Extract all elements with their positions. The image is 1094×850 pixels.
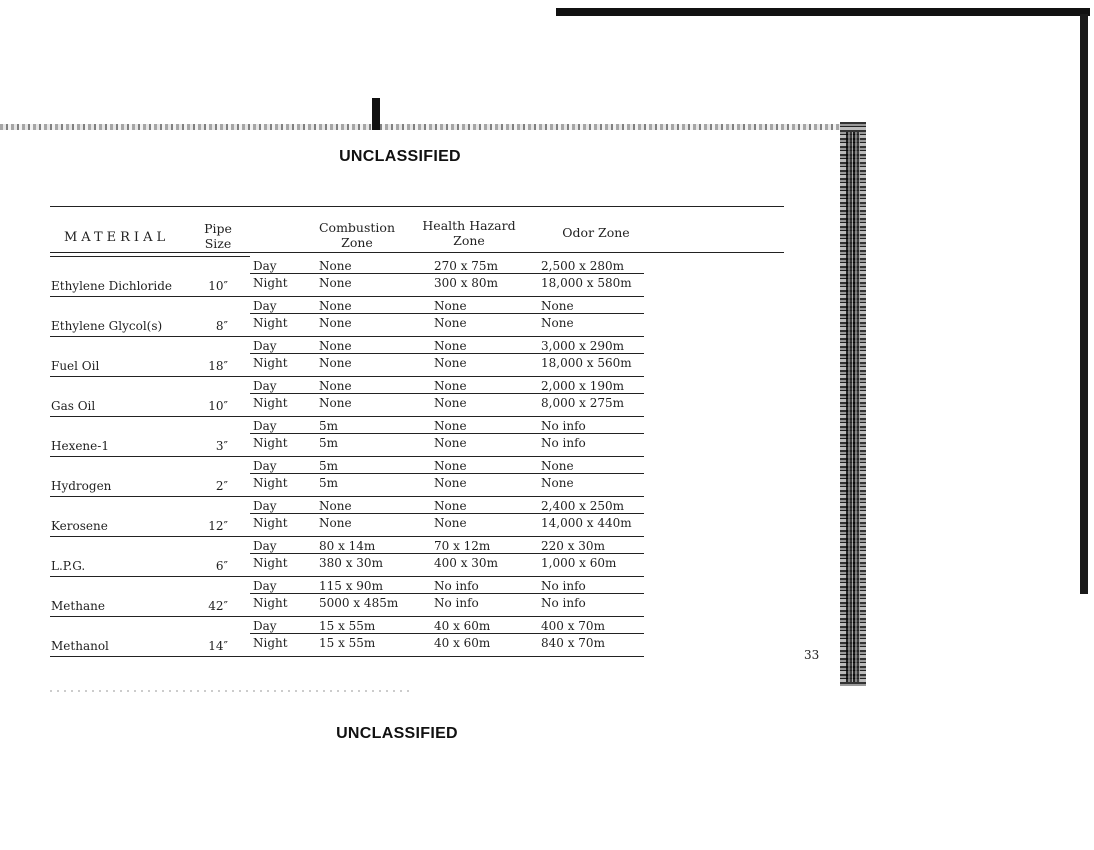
health-hazard-cell-night: 400 x 30m [434,556,498,570]
material-divider [50,616,250,617]
material-cell: Gas Oil [51,399,96,413]
material-divider [50,336,250,337]
pipe-size-cell: 10″ [208,399,228,413]
health-hazard-cell-night: None [434,316,467,330]
odor-cell-night: 14,000 x 440m [541,516,632,530]
health-hazard-cell-day: None [434,299,467,313]
period-cell-day: Day [253,499,277,513]
health-hazard-cell-day: None [434,459,467,473]
period-cell-day: Day [253,299,277,313]
period-cell-night: Night [253,556,288,570]
period-cell-day: Day [253,539,277,553]
odor-cell-day: 2,000 x 190m [541,379,625,393]
material-divider [50,576,250,577]
table-row [50,416,784,456]
period-cell-night: Night [253,396,288,410]
table-top-rule [50,206,784,207]
pipe-size-cell: 18″ [208,359,228,373]
period-cell-day: Day [253,379,277,393]
material-divider [50,456,250,457]
table-row [50,376,784,416]
scan-edge-page-top [0,124,860,130]
odor-cell-day: No info [541,579,586,593]
material-cell: Fuel Oil [51,359,100,373]
material-cell: Hydrogen [51,479,112,493]
combustion-cell-night: None [319,276,352,290]
odor-cell-night: 840 x 70m [541,636,605,650]
material-cell: Hexene-1 [51,439,109,453]
period-cell-night: Night [253,516,288,530]
combustion-cell-day: 80 x 14m [319,539,376,553]
scan-edge-right [1080,14,1088,594]
scan-edge-top [556,8,1090,16]
health-hazard-cell-night: None [434,476,467,490]
health-hazard-cell-night: None [434,516,467,530]
pipe-size-cell: 6″ [215,559,228,573]
header-pipe-size [198,221,238,251]
header-health-line2: Zone [453,233,485,248]
period-cell-night: Night [253,356,288,370]
material-cell: Ethylene Glycol(s) [51,319,163,333]
odor-cell-day: 2,500 x 280m [541,259,625,273]
row-divider [250,416,644,417]
period-cell-day: Day [253,259,277,273]
health-hazard-cell-day: None [434,499,467,513]
day-night-divider [250,513,644,514]
combustion-cell-night: None [319,396,352,410]
pipe-size-cell: 2″ [215,479,228,493]
pipe-size-cell: 8″ [215,319,228,333]
table-row [50,576,784,616]
odor-cell-day: 3,000 x 290m [541,339,625,353]
health-hazard-cell-night: 300 x 80m [434,276,498,290]
health-hazard-cell-night: None [434,436,467,450]
period-cell-night: Night [253,436,288,450]
material-cell: Methanol [51,639,109,653]
odor-cell-day: None [541,459,574,473]
period-cell-night: Night [253,636,288,650]
day-night-divider [250,593,644,594]
zones-table [50,206,784,656]
day-night-divider [250,633,644,634]
odor-cell-night: No info [541,436,586,450]
combustion-cell-day: 115 x 90m [319,579,383,593]
period-cell-day: Day [253,619,277,633]
odor-cell-day: 2,400 x 250m [541,499,625,513]
row-divider [250,616,644,617]
pipe-size-cell: 12″ [208,519,228,533]
pipe-size-cell: 3″ [215,439,228,453]
combustion-cell-day: None [319,499,352,513]
table-header-rule [50,252,784,253]
pipe-size-cell: 10″ [208,279,228,293]
material-divider [50,496,250,497]
classification-top: UNCLASSIFIED [339,148,461,165]
row-divider [250,496,644,497]
period-cell-night: Night [253,276,288,290]
odor-cell-day: No info [541,419,586,433]
health-hazard-cell-night: None [434,356,467,370]
header-pipe-size-line1: Pipe [204,221,232,236]
combustion-cell-day: None [319,299,352,313]
material-cell: L.P.G. [51,559,86,573]
health-hazard-cell-day: No info [434,579,479,593]
health-hazard-cell-night: No info [434,596,479,610]
combustion-cell-day: None [319,259,352,273]
odor-cell-night: 18,000 x 560m [541,356,632,370]
header-combustion-line2: Zone [341,235,373,250]
scan-noise-bottom [50,690,410,692]
header-combustion-zone [312,220,402,250]
header-combustion-line1: Combustion [318,220,395,235]
combustion-cell-day: None [319,379,352,393]
health-hazard-cell-day: 70 x 12m [434,539,491,553]
combustion-cell-day: None [319,339,352,353]
combustion-cell-night: 5m [319,436,339,450]
table-row [50,256,784,296]
day-night-divider [250,433,644,434]
material-cell: Kerosene [51,519,108,533]
day-night-divider [250,473,644,474]
table-row [50,536,784,576]
day-night-divider [250,553,644,554]
odor-cell-night: None [541,316,574,330]
pipe-size-cell: 14″ [208,639,228,653]
combustion-cell-night: 380 x 30m [319,556,383,570]
header-health-hazard-zone [418,218,520,248]
table-row [50,616,784,656]
odor-cell-night: No info [541,596,586,610]
combustion-cell-day: 5m [319,459,339,473]
period-cell-day: Day [253,579,277,593]
pipe-size-cell: 42″ [208,599,228,613]
period-cell-night: Night [253,596,288,610]
row-divider [250,336,644,337]
odor-cell-day: 220 x 30m [541,539,605,553]
row-divider [250,456,644,457]
table-row [50,496,784,536]
health-hazard-cell-night: 40 x 60m [434,636,491,650]
row-divider [250,536,644,537]
period-cell-day: Day [253,419,277,433]
period-cell-day: Day [253,339,277,353]
row-divider [250,376,644,377]
odor-cell-night: 18,000 x 580m [541,276,632,290]
odor-cell-night: 1,000 x 60m [541,556,617,570]
combustion-cell-day: 5m [319,419,339,433]
material-divider [50,416,250,417]
combustion-cell-night: 5m [319,476,339,490]
health-hazard-cell-day: None [434,379,467,393]
material-divider [50,536,250,537]
period-cell-day: Day [253,459,277,473]
period-cell-night: Night [253,476,288,490]
day-night-divider [250,393,644,394]
material-divider [50,376,250,377]
health-hazard-cell-day: None [434,339,467,353]
combustion-cell-night: None [319,316,352,330]
odor-cell-day: 400 x 70m [541,619,605,633]
table-row [50,456,784,496]
health-hazard-cell-day: 40 x 60m [434,619,491,633]
scan-edge-notch [372,98,380,130]
material-divider [50,296,250,297]
health-hazard-cell-night: None [434,396,467,410]
row-divider [250,576,644,577]
header-material: MATERIAL [64,230,170,245]
odor-cell-night: None [541,476,574,490]
combustion-cell-day: 15 x 55m [319,619,376,633]
combustion-cell-night: None [319,516,352,530]
odor-cell-night: 8,000 x 275m [541,396,625,410]
scan-edge-page-right-inner [846,132,860,682]
header-pipe-size-line2: Size [204,236,232,251]
day-night-divider [250,353,644,354]
odor-cell-day: None [541,299,574,313]
header-health-line1: Health Hazard [422,218,516,233]
material-cell: Ethylene Dichloride [51,279,173,293]
material-divider [50,256,250,257]
combustion-cell-night: 15 x 55m [319,636,376,650]
health-hazard-cell-day: 270 x 75m [434,259,498,273]
combustion-cell-night: 5000 x 485m [319,596,399,610]
row-divider [250,296,644,297]
header-odor-zone: Odor Zone [562,225,630,240]
combustion-cell-night: None [319,356,352,370]
health-hazard-cell-day: None [434,419,467,433]
table-bottom-rule [50,656,644,657]
day-night-divider [250,313,644,314]
page-number: 33 [804,648,820,662]
day-night-divider [250,273,644,274]
material-cell: Methane [51,599,105,613]
table-row [50,336,784,376]
classification-bottom: UNCLASSIFIED [336,725,458,742]
period-cell-night: Night [253,316,288,330]
table-row [50,296,784,336]
